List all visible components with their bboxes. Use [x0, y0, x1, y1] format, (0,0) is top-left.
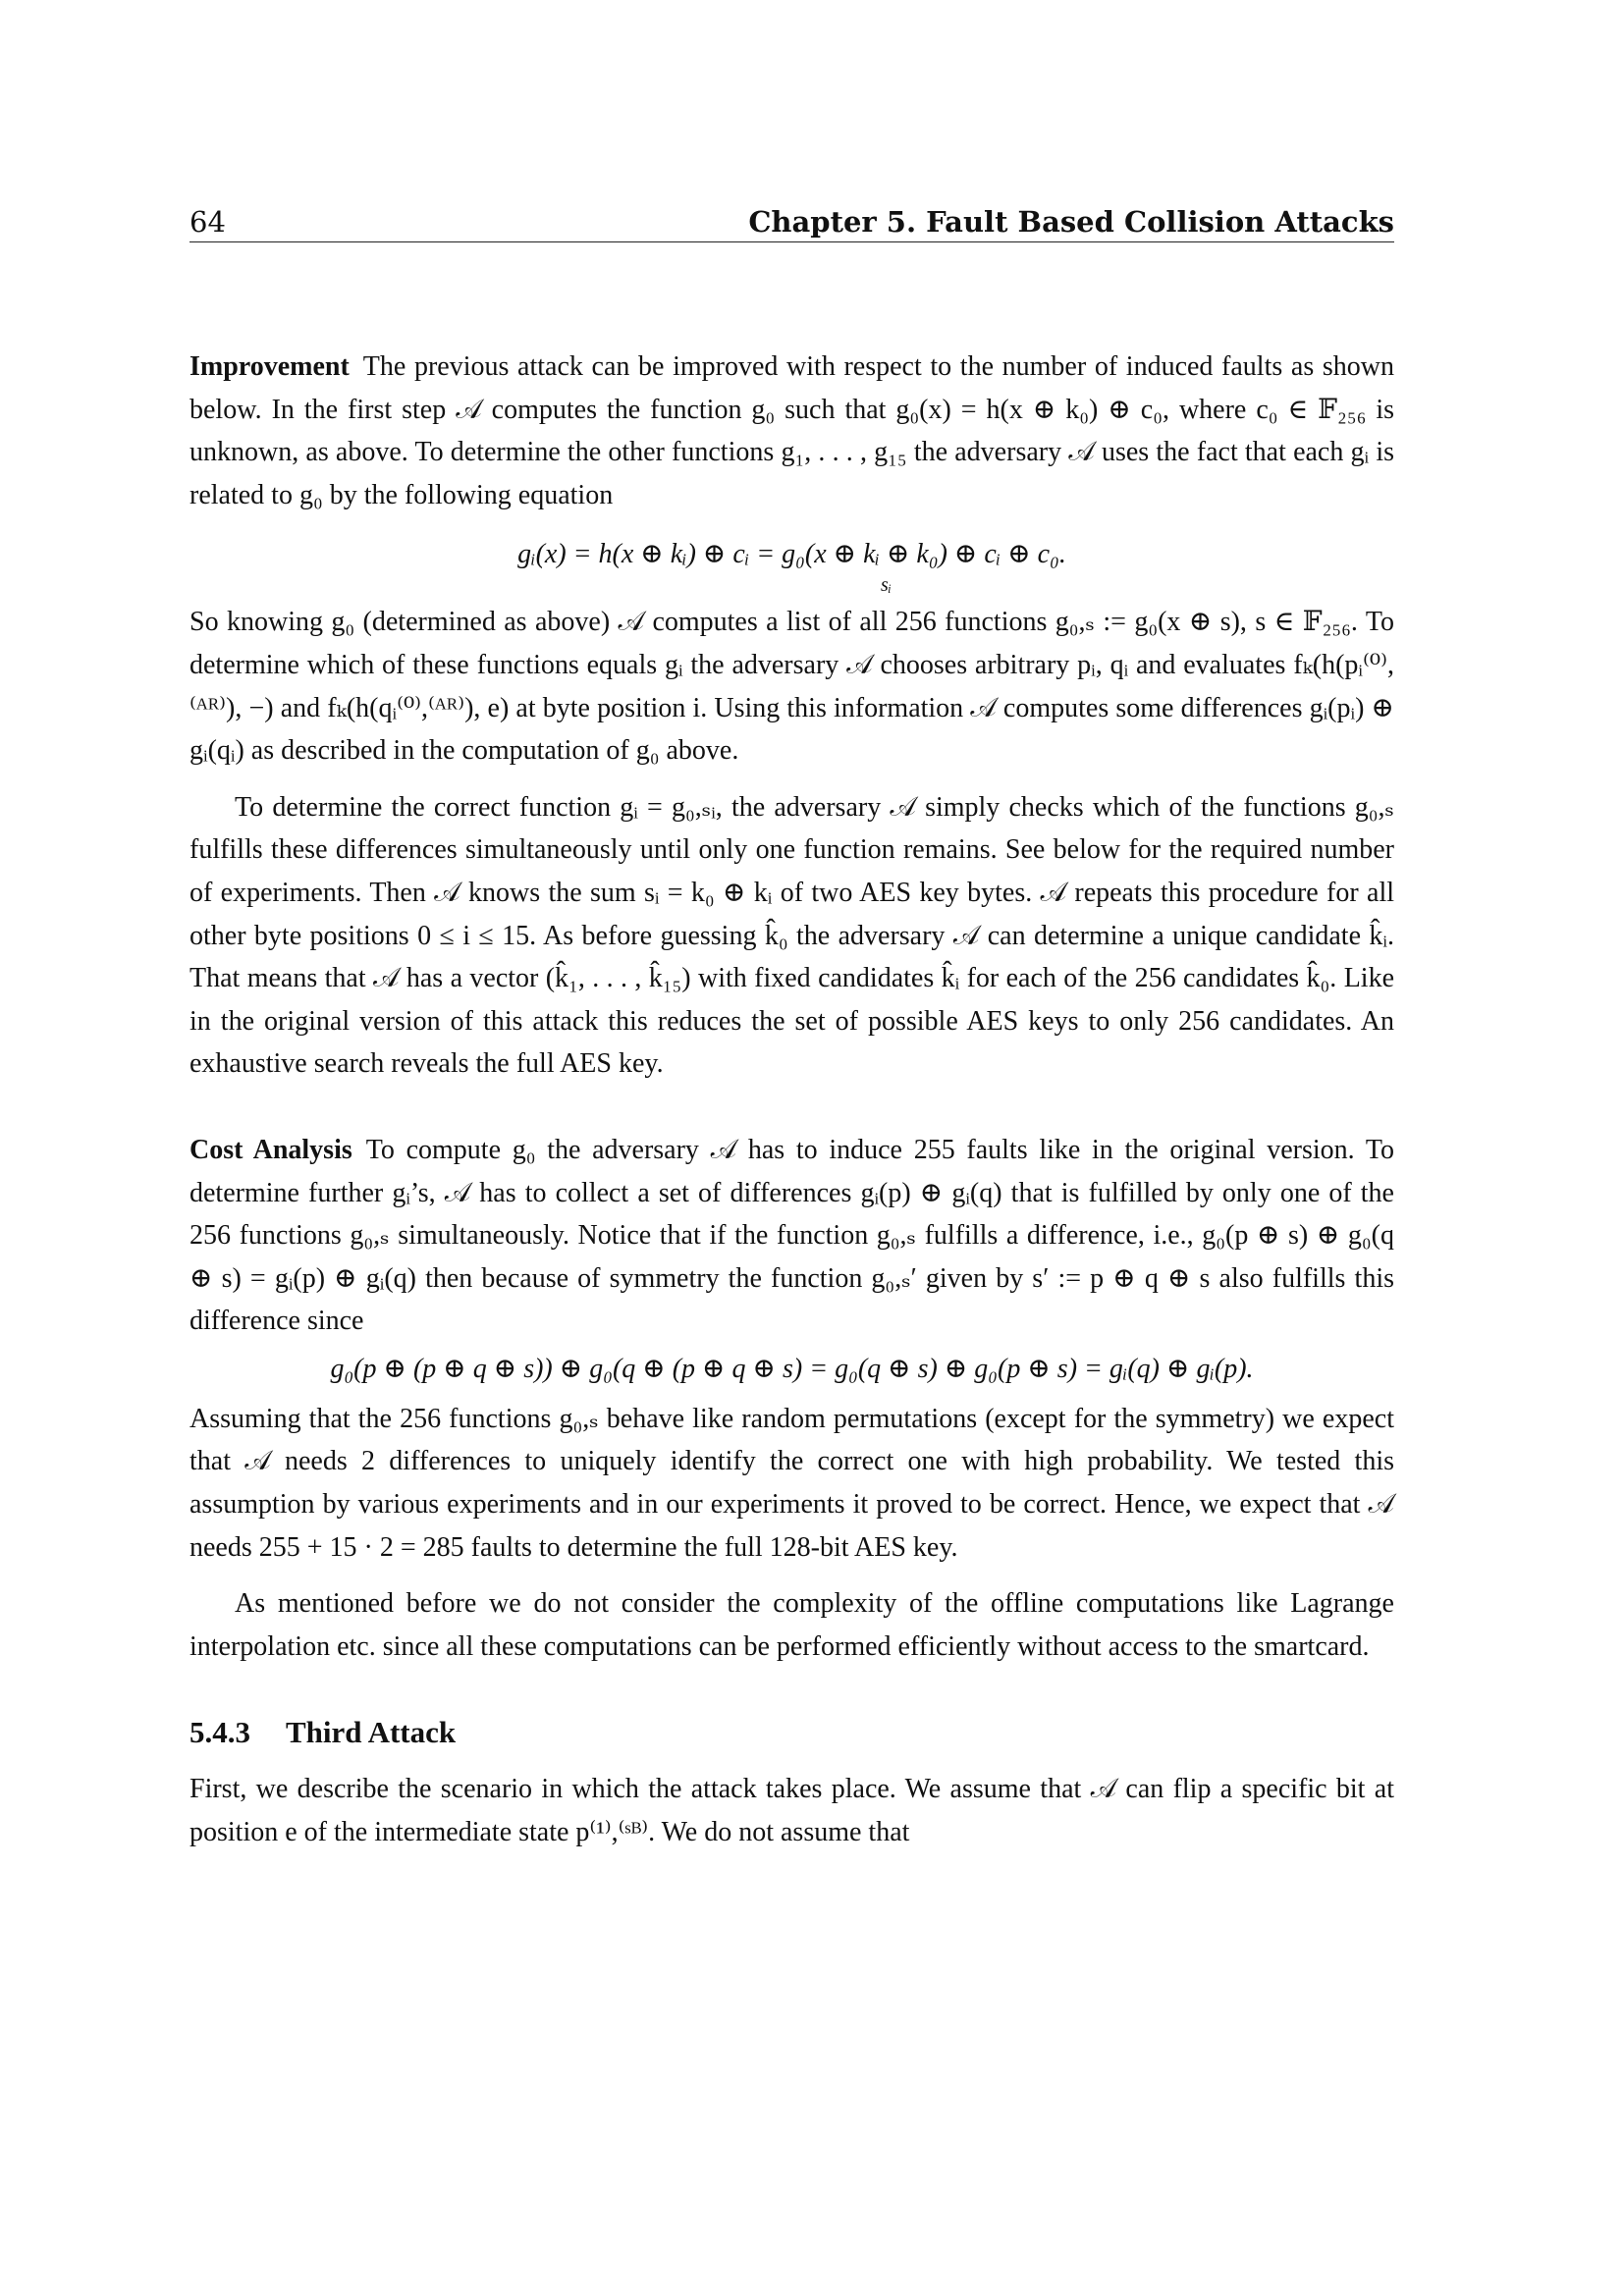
- improvement-paragraph-2: So knowing g₀ (determined as above) 𝒜 computes a list of all 256 functions g₀,ₛ := g₀(x ⊕ s), s ∈ 𝔽₂₅₆. To determine which of these functions equals gᵢ the adversary 𝒜 chooses arbitrary pᵢ, qᵢ and evaluates fₖ(h(pᵢ⁽⁰⁾,⁽ᴬᴿ⁾), −) and fₖ(h(qᵢ⁽⁰⁾,⁽ᴬᴿ⁾), e) at byte position i. Using this information 𝒜 computes some differences gᵢ(pᵢ) ⊕ gᵢ(qᵢ) as described in the computation of g₀ above.: [189, 607, 1394, 767]
- cost-paragraph-2: Assuming that the 256 functions g₀,ₛ behave like random permutations (except for the symmetry) we expect that 𝒜 needs 2 differences to uniquely identify the correct one with high probability. We tested this assumption by various experiments and in our experiments it proved to be correct. Hence, we expect that 𝒜 needs 255 + 15 · 2 = 285 faults to determine the full 128-bit AES key.: [189, 1403, 1394, 1563]
- section-heading: [189, 1711, 1394, 1754]
- improvement-paragraph-3: To determine the correct function gᵢ = g₀,ₛᵢ, the adversary 𝒜 simply checks which of the functions g₀,ₛ fulfills these differences simultaneously until only one function remains. See below for the required number of experiments. Then 𝒜 knows the sum sᵢ = k₀ ⊕ kᵢ of two AES key bytes. 𝒜 repeats this procedure for all other byte positions 0 ≤ i ≤ 15. As before guessing k̂₀ the adversary 𝒜 can determine a unique candidate k̂ᵢ. That means that 𝒜 has a vector (k̂₁, . . . , k̂₁₅) with fixed candidates k̂ᵢ for each of the 256 candidates k̂₀. Like in the original version of this attack this reduces the set of possible AES keys to only 256 candidates. An exhaustive search reveals the full AES key.: [189, 791, 1394, 1080]
- improvement-paragraph-1: [189, 346, 1394, 516]
- equation-gi-text: gᵢ(x) = h(x ⊕ kᵢ) ⊕ cᵢ = g₀(x ⊕ kᵢ ⊕ k₀) ⊕ cᵢ ⊕ c₀.: [517, 539, 1066, 570]
- cost-heading: Cost Analysis: [189, 1134, 352, 1165]
- improvement-heading: Improvement: [189, 351, 350, 382]
- cost-paragraph-3: As mentioned before we do not consider the complexity of the offline computations like Lagrange interpolation etc. since all these computations can be performed efficiently without access to the smartcard.: [189, 1588, 1394, 1662]
- section-paragraph-1: First, we describe the scenario in which the attack takes place. We assume that 𝒜 can flip a specific bit at position e of the intermediate state p⁽¹⁾,⁽ˢᴮ⁾. We do not assume that: [189, 1774, 1394, 1847]
- equation-gi-brace-label: sᵢ: [881, 574, 892, 597]
- improvement-text-1: The previous attack can be improved with respect to the number of induced faults as shown below. In the first step 𝒜 computes the function g₀ such that g₀(x) = h(x ⊕ k₀) ⊕ c₀, where c₀ ∈ 𝔽₂₅₆ is unknown, as above. To determine the other functions g₁, . . . , g₁₅ the adversary 𝒜 uses the fact that each gᵢ is related to g₀ by the following equation: [189, 351, 1394, 510]
- equation-symmetry: g₀(p ⊕ (p ⊕ q ⊕ s)) ⊕ g₀(q ⊕ (p ⊕ q ⊕ s) = g₀(q ⊕ s) ⊕ g₀(p ⊕ s) = gᵢ(q) ⊕ gᵢ(p).: [330, 1353, 1254, 1384]
- section-title: Third Attack: [286, 1715, 457, 1750]
- chapter-title: Chapter 5. Fault Based Collision Attacks: [748, 205, 1394, 239]
- equation-gi: [189, 520, 1394, 595]
- section-number: 5.4.3: [189, 1715, 250, 1750]
- page-body: [189, 346, 1394, 1853]
- cost-paragraph-1: [189, 1129, 1394, 1343]
- running-header: [189, 202, 1394, 242]
- page-number: 64: [189, 205, 226, 239]
- cost-text-1: To compute g₀ the adversary 𝒜 has to induce 255 faults like in the original version. To determine further gᵢ’s, 𝒜 has to collect a set of differences gᵢ(p) ⊕ gᵢ(q) that is fulfilled by only one of the 256 functions g₀,ₛ simultaneously. Notice that if the function g₀,ₛ fulfills a difference, i.e., g₀(p ⊕ s) ⊕ g₀(q ⊕ s) = gᵢ(p) ⊕ gᵢ(q) then because of symmetry the function g₀,ₛ′ given by s′ := p ⊕ q ⊕ s also fulfills this difference since: [189, 1134, 1394, 1337]
